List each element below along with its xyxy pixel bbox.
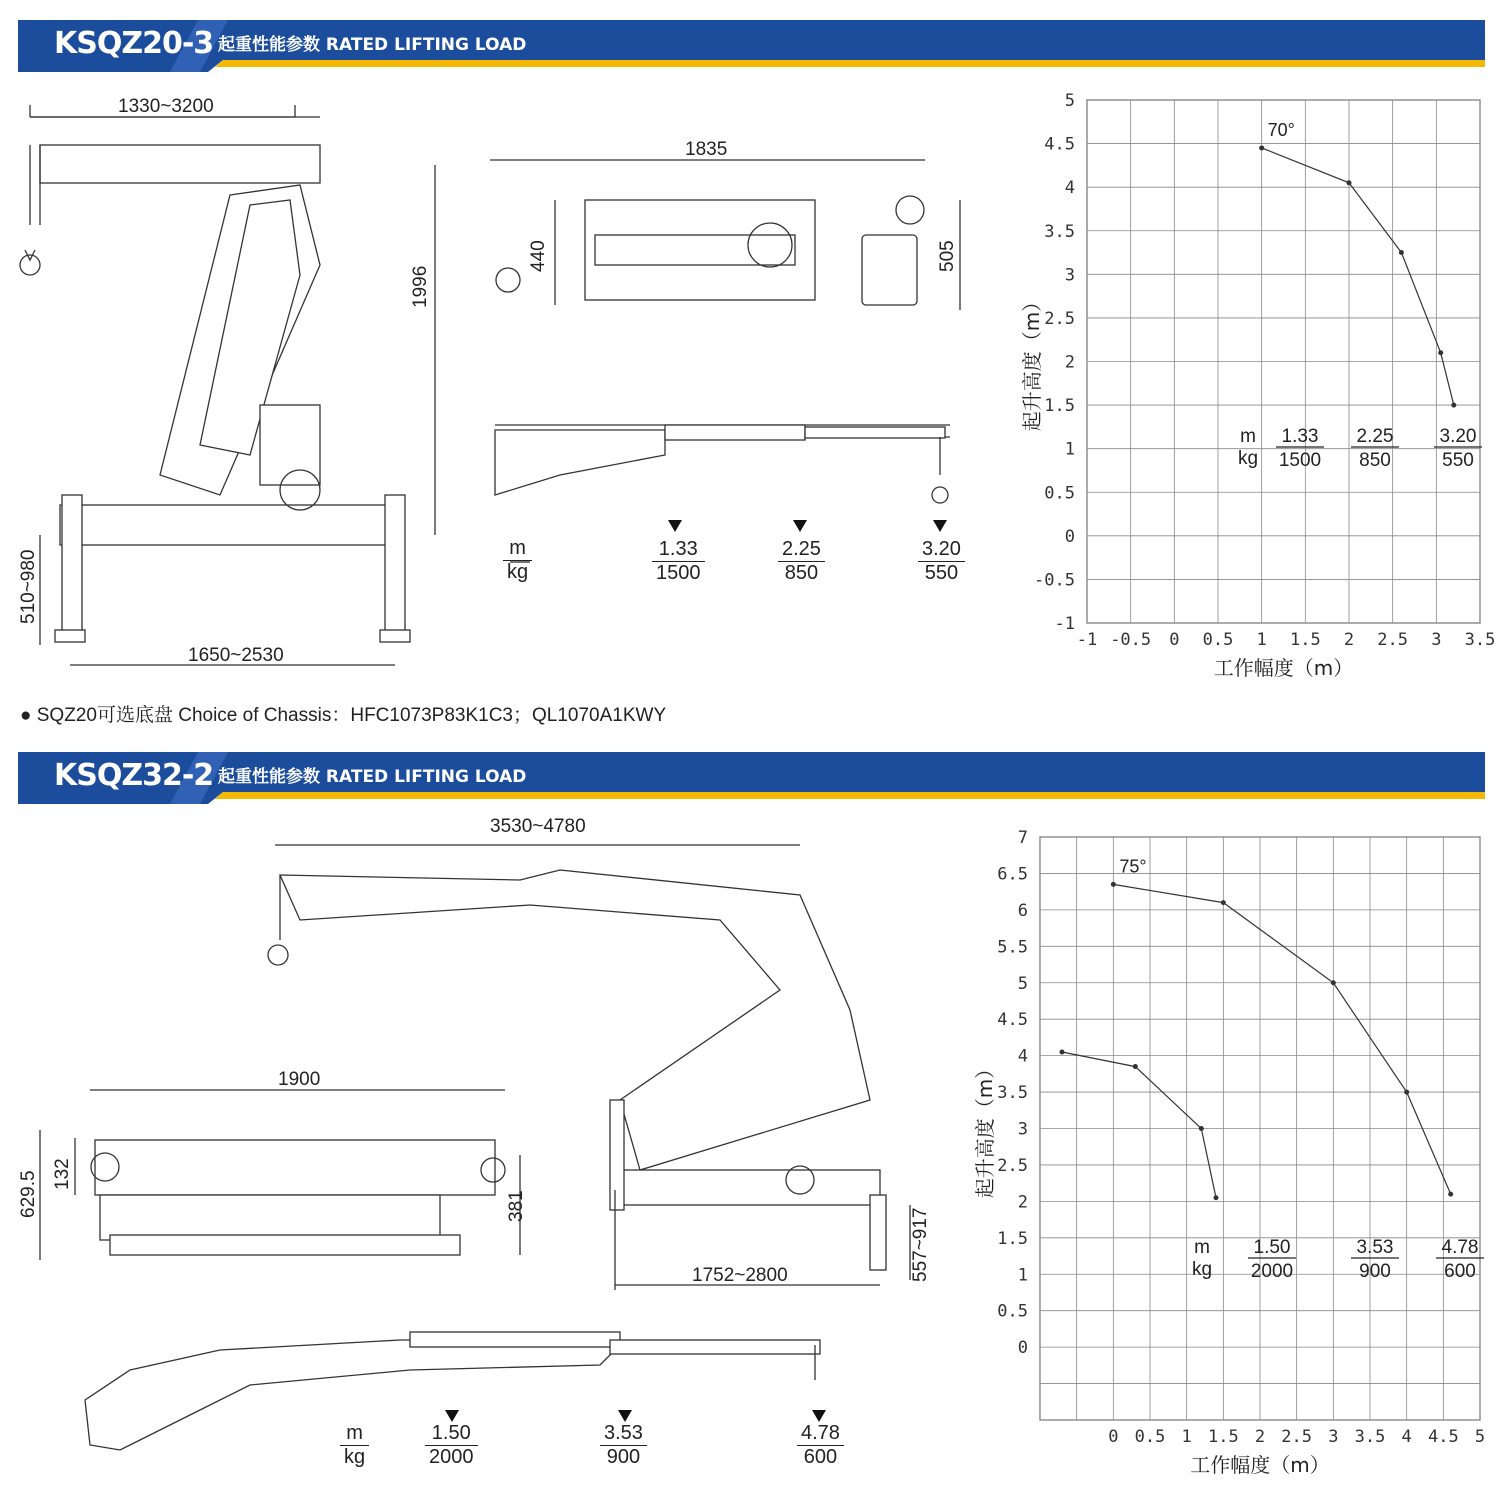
x-tick-label: 1.5 [1207,1427,1239,1447]
x-tick-label: 0 [1108,1427,1119,1447]
dim-reach: 3530~4780 [490,816,586,837]
dim-top-length: 1835 [685,139,728,160]
load-point [425,1422,478,1469]
load-weight-label: 2000 [1250,1261,1294,1282]
chassis-note: ● SQZ20可选底盘 Choice of Chassis：HFC1073P83K1C3；QL1070A1KWY [20,705,667,726]
legend-units [503,537,532,584]
y-tick-label: 2.5 [997,1155,1028,1176]
load-weight-label: 550 [1442,450,1474,471]
y-tick-label: 0 [1017,1338,1028,1359]
envelope-point [1259,145,1264,150]
x-tick-label: -1 [1076,630,1098,650]
load-chart-1 [1000,80,1500,690]
x-axis-label: 工作幅度（m） [1213,656,1354,680]
envelope-point [1060,1049,1065,1054]
model-title: KSQZ32-2 [54,758,214,793]
load-radius-label: 3.20 [1439,426,1477,447]
lift-envelope-line [1262,148,1454,405]
load-radius: 1.33 [652,538,705,562]
legend-unit-kg: kg [1237,448,1259,469]
y-tick-label: 0 [1064,526,1075,547]
y-tick-label: 1 [1064,439,1075,460]
dim-top-h3: 381 [506,1190,527,1222]
legend-unit-m: m [1240,426,1256,447]
y-tick-label: 7 [1017,828,1028,848]
y-tick-label: 1.5 [1044,396,1075,417]
envelope-point [1448,1192,1453,1197]
section1-banner [18,20,1485,72]
dim-outrigger: 1650~2530 [188,645,284,666]
y-tick-label: 5.5 [997,937,1028,958]
lift-envelope-line [1062,1052,1216,1198]
x-tick-label: 3.5 [1464,630,1496,650]
y-tick-label: 1.5 [997,1228,1028,1249]
dim-top-width1: 440 [528,240,549,272]
envelope-point [1399,250,1404,255]
y-tick-label: 4 [1064,178,1075,199]
legend-unit-m: m [1194,1237,1210,1258]
section2-banner [18,752,1485,804]
x-tick-label: 4 [1401,1427,1412,1447]
y-tick-label: 6 [1017,900,1028,921]
x-tick-label: 0.5 [1202,630,1234,650]
legend-unit-kg: kg [1191,1259,1213,1280]
envelope-point [1133,1064,1138,1069]
envelope-point [1331,980,1336,985]
y-tick-label: 6.5 [997,864,1028,885]
y-tick-label: 4 [1017,1046,1028,1067]
load-weight: 550 [924,562,959,584]
x-tick-label: 3 [1431,630,1442,650]
y-axis-label: 起升高度（m） [973,1058,997,1199]
load-point [918,538,965,585]
dim-top-width2: 505 [937,240,958,272]
x-tick-label: 1.5 [1289,630,1321,650]
load-radius: 3.20 [918,538,965,562]
load-weight-label: 1500 [1278,450,1322,471]
legend-units [340,1422,369,1469]
load-radius-label: 4.78 [1441,1237,1479,1258]
envelope-point [1199,1126,1204,1131]
load-radius: 2.25 [778,538,825,562]
x-tick-label: 1 [1256,630,1267,650]
dim-outrigger: 1752~2800 [692,1265,788,1286]
load-point [778,538,825,585]
boom-angle-label: 70° [1267,119,1295,140]
y-tick-label: 2.5 [1044,308,1075,329]
unit-m: m [503,537,532,561]
x-tick-label: 0.5 [1134,1427,1166,1447]
load-radius-label: 1.50 [1253,1237,1291,1258]
load-radius-label: 2.25 [1356,426,1394,447]
load-weight: 2000 [429,1446,474,1468]
y-tick-label: -1 [1054,614,1075,634]
unit-m: m [340,1422,369,1446]
load-weight: 850 [784,562,819,584]
load-weight-label: 850 [1359,450,1391,471]
lift-envelope-line [1113,884,1450,1194]
envelope-point [1438,350,1443,355]
unit-kg: kg [507,561,529,583]
y-tick-label: 1 [1017,1265,1028,1286]
dim-top-h1: 629.5 [18,1170,39,1218]
x-tick-label: 5 [1474,1427,1486,1447]
load-radius: 4.78 [797,1422,844,1446]
x-tick-label: 4.5 [1427,1427,1459,1447]
y-tick-label: -0.5 [1034,570,1075,591]
y-tick-label: 3 [1017,1119,1028,1140]
load-radius: 3.53 [600,1422,647,1446]
load-radius: 1.50 [425,1422,478,1446]
y-tick-label: 3 [1064,265,1075,286]
x-tick-label: 2 [1254,1427,1266,1447]
y-tick-label: 0.5 [997,1301,1028,1322]
model-title: KSQZ20-3 [54,26,214,61]
x-tick-label: 0 [1169,630,1180,650]
load-weight-label: 900 [1359,1261,1391,1282]
y-tick-label: 2 [1017,1192,1028,1213]
dim-top-h2: 132 [52,1158,73,1190]
x-tick-label: 2.5 [1377,630,1409,650]
load-radius-label: 3.53 [1356,1237,1394,1258]
load-radius-label: 1.33 [1281,426,1319,447]
y-tick-label: 0.5 [1044,483,1075,504]
x-tick-label: -0.5 [1110,630,1152,650]
envelope-point [1221,900,1226,905]
ksqz32-drawings [0,810,980,1490]
dim-height: 1996 [410,265,431,308]
envelope-point [1404,1090,1409,1095]
y-tick-label: 5 [1064,91,1075,111]
load-point [797,1422,844,1469]
load-chart-2 [960,815,1500,1490]
load-point [600,1422,647,1469]
x-tick-label: 2 [1343,630,1355,650]
envelope-point [1451,403,1456,408]
load-weight-label: 600 [1444,1261,1476,1282]
y-tick-label: 2 [1064,352,1075,373]
envelope-point [1347,180,1352,185]
dim-reach: 1330~3200 [118,96,214,117]
x-tick-label: 1 [1181,1427,1192,1447]
section-subtitle: 起重性能参数 RATED LIFTING LOAD [218,767,527,787]
dim-leg-height: 557~917 [910,1207,931,1282]
y-tick-label: 5 [1017,973,1028,994]
x-tick-label: 3.5 [1354,1427,1386,1447]
unit-kg: kg [344,1446,366,1468]
dim-leg-height: 510~980 [18,549,39,624]
x-axis-label: 工作幅度（m） [1190,1453,1330,1477]
load-weight: 1500 [656,562,701,584]
dim-top-length: 1900 [278,1069,321,1090]
load-weight: 900 [606,1446,641,1468]
y-tick-label: 3.5 [1044,221,1075,242]
envelope-point [1111,882,1116,887]
section-subtitle: 起重性能参数 RATED LIFTING LOAD [218,35,527,55]
y-tick-label: 3.5 [997,1083,1028,1104]
y-tick-label: 4.5 [997,1010,1028,1031]
ksqz20-drawings [0,75,1000,695]
y-axis-label: 起升高度（m） [1020,291,1044,432]
envelope-point [1214,1195,1219,1200]
boom-angle-label: 75° [1119,856,1147,877]
load-point [652,538,705,585]
x-tick-label: 2.5 [1281,1427,1313,1447]
y-tick-label: 4.5 [1044,134,1075,155]
x-tick-label: 3 [1328,1427,1339,1447]
load-weight: 600 [803,1446,838,1468]
